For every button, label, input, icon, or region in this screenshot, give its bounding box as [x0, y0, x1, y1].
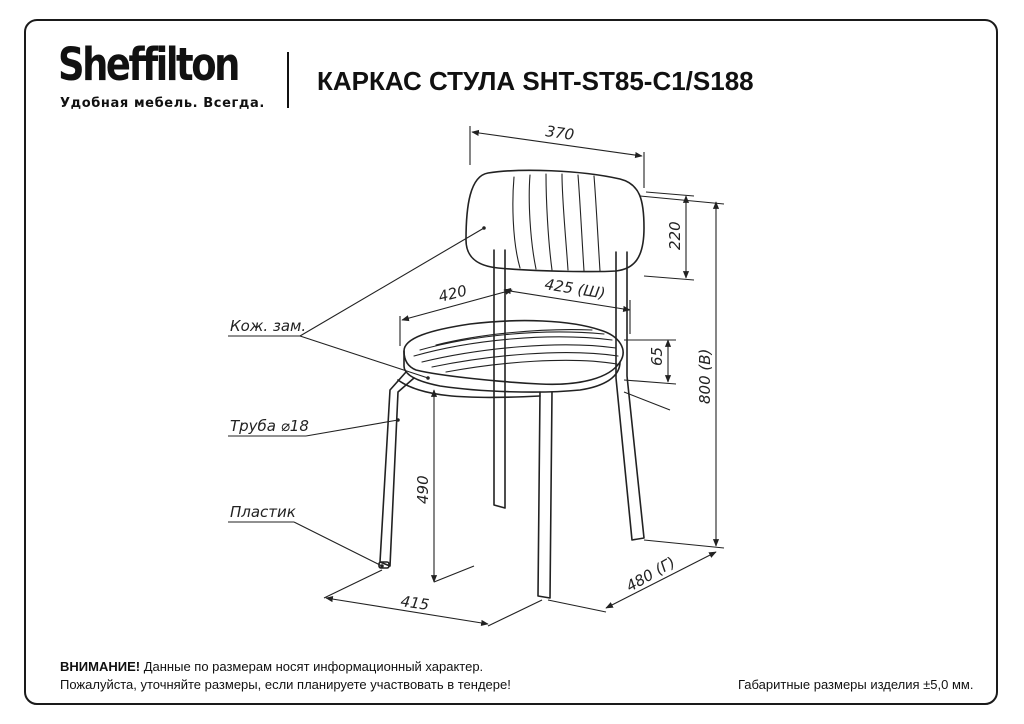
notice-warning: ВНИМАНИЕ! — [60, 659, 141, 674]
page-title: КАРКАС СТУЛА SHT-ST85-C1/S188 — [317, 66, 754, 96]
backrest — [466, 170, 644, 271]
notice-block — [60, 658, 511, 694]
dim-total-height: 800 (В) — [696, 348, 714, 404]
front-leg-right — [538, 392, 552, 598]
backrest-stitch — [513, 174, 600, 271]
notice-line-2: Пожалуйста, уточняйте размеры, если планируете участвовать в тендере! — [60, 677, 511, 692]
front-leg-left — [380, 372, 414, 566]
dim-seat-depth: 420 — [436, 281, 469, 306]
brand-logo: Sheffilton — [58, 38, 238, 91]
dim-backrest-height: 220 — [666, 221, 684, 250]
dim-base-width: 415 — [399, 592, 431, 614]
callout-plastic: Пластик — [230, 503, 296, 521]
seat-side — [404, 351, 620, 392]
callout-upholstery: Кож. зам. — [230, 317, 307, 335]
dim-seat-width: 425 (Ш) — [543, 275, 607, 303]
dim-total-depth: 480 (Г) — [623, 553, 679, 596]
back-upright-right — [616, 252, 644, 540]
dim-seat-height: 490 — [414, 475, 432, 504]
brand-tagline: Удобная мебель. Всегда. — [60, 96, 265, 111]
notice-text-1: Данные по размерам носят информационный характер. — [143, 659, 484, 674]
dim-seat-thickness: 65 — [648, 346, 666, 366]
dim-backrest-width: 370 — [544, 122, 576, 144]
back-upright-left — [494, 250, 505, 508]
tolerance-note: Габаритные размеры изделия ±5,0 мм. — [738, 677, 974, 692]
notice-line-1 — [60, 658, 511, 676]
callout-tube: Труба ⌀18 — [230, 417, 309, 435]
seat-stitch — [414, 330, 618, 372]
